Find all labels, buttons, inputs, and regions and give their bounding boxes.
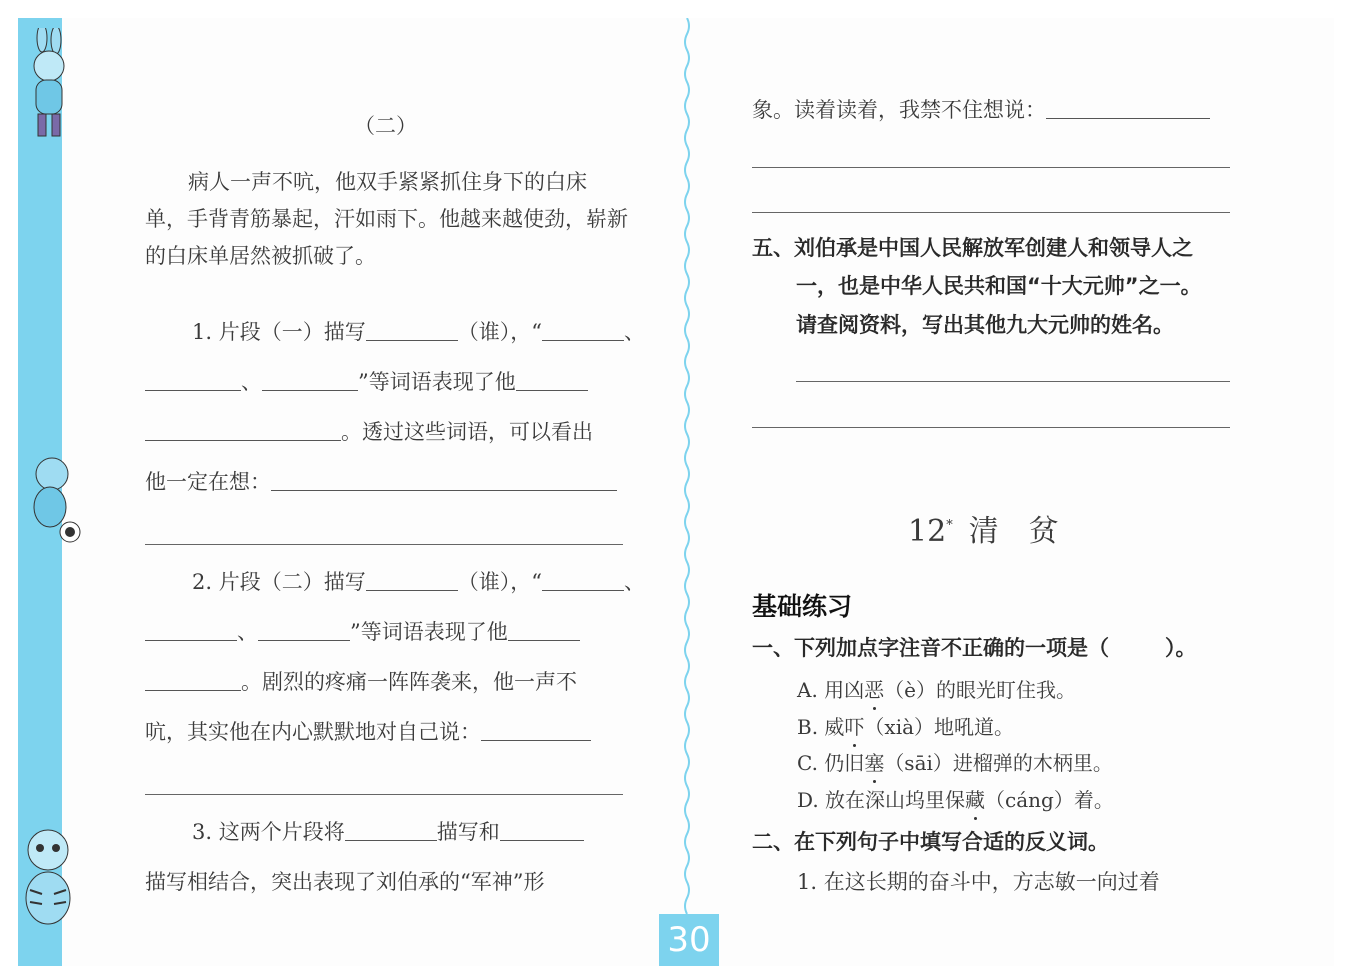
- page-divider: [683, 18, 691, 918]
- q1-word-blank-1[interactable]: [542, 318, 624, 341]
- continued-line: 象。读着读着，我禁不住想说：: [752, 96, 1210, 124]
- say-answer-line-2[interactable]: [752, 212, 1230, 213]
- q2-line-3: 。剧烈的疼痛一阵阵袭来，他一声不: [145, 668, 577, 696]
- q2-line-1: 2. 片段（二）描写 （谁），“ 、: [192, 570, 645, 594]
- q1-thought-blank[interactable]: [271, 468, 617, 491]
- q1-line-4: 他一定在想：: [145, 468, 617, 496]
- q2-line-4: 吭，其实他在内心默默地对自己说：: [145, 718, 591, 746]
- q1-line-2: 、 ”等词语表现了他: [145, 368, 588, 396]
- q2-answer-line[interactable]: [145, 794, 623, 795]
- section-basic-practice: 基础练习: [752, 592, 853, 621]
- q1-answer-line[interactable]: [145, 544, 623, 545]
- q1-shows-blank[interactable]: [516, 368, 588, 391]
- option-a[interactable]: A. 用凶恶（è）的眼光盯住我。: [797, 678, 1077, 702]
- passage-line-1: 病人一声不吭，他双手紧紧抓住身下的白床: [188, 170, 587, 194]
- q3-blank-2[interactable]: [500, 818, 584, 841]
- q2-word-blank-1[interactable]: [542, 568, 624, 591]
- q2-who-blank[interactable]: [366, 568, 458, 591]
- passage-line-2: 单，手背青筋暴起，汗如雨下。他越来越使劲，崭新: [145, 207, 628, 231]
- option-b[interactable]: B. 威吓（xià）地吼道。: [797, 715, 1015, 739]
- option-d[interactable]: D. 放在深山坞里保藏（cáng）着。: [797, 788, 1114, 812]
- q5-line-3: 请查阅资料，写出其他九大元帅的姓名。: [796, 313, 1174, 337]
- say-blank[interactable]: [1046, 96, 1210, 119]
- q2-line-2: 、 ”等词语表现了他: [145, 618, 580, 646]
- rabbit-sticker-icon: [14, 28, 84, 143]
- q1-prompt: 一、下列加点字注音不正确的一项是（ ）。: [752, 636, 1197, 660]
- q3-line-2: 描写相结合，突出表现了刘伯承的“军神”形: [145, 870, 545, 894]
- q1-line-1: 1. 片段（一）描写 （谁），“ 、: [192, 320, 645, 344]
- q1-shows-blank-2[interactable]: [145, 418, 341, 441]
- page-number: 30: [659, 914, 719, 966]
- q1-line-3: 。透过这些词语，可以看出: [145, 418, 593, 446]
- section-heading: （二）: [354, 114, 417, 138]
- tiger-sticker-icon: [14, 820, 86, 935]
- passage-line-3: 的白床单居然被抓破了。: [145, 244, 376, 268]
- q5-answer-line-1[interactable]: [796, 381, 1230, 382]
- say-answer-line-1[interactable]: [752, 167, 1230, 168]
- q2-prompt: 二、在下列句子中填写合适的反义词。: [752, 830, 1109, 854]
- q5-answer-line-2[interactable]: [752, 427, 1230, 428]
- q2-word-blank-2[interactable]: [145, 618, 237, 641]
- q5-line-2: 一，也是中华人民共和国“十大元帅”之一。: [796, 274, 1202, 298]
- q2-item-1: 1. 在这长期的奋斗中，方志敏一向过着: [797, 870, 1160, 894]
- q2-word-blank-3[interactable]: [258, 618, 350, 641]
- q1-word-blank-3[interactable]: [262, 368, 358, 391]
- option-c[interactable]: C. 仍旧塞（sāi）进榴弹的木柄里。: [797, 751, 1113, 775]
- q3-line-1: 3. 这两个片段将 描写和: [192, 818, 584, 846]
- q2-shows-blank[interactable]: [508, 618, 580, 641]
- lesson-title: 12* 清 贫: [908, 514, 1059, 549]
- q3-blank-1[interactable]: [345, 818, 437, 841]
- raccoon-sticker-icon: [14, 452, 84, 547]
- q1-who-blank[interactable]: [366, 318, 458, 341]
- q2-inner-blank[interactable]: [481, 718, 591, 741]
- q2-shows-blank-2[interactable]: [145, 668, 241, 691]
- q1-word-blank-2[interactable]: [145, 368, 241, 391]
- q5-line-1: 五、刘伯承是中国人民解放军创建人和领导人之: [752, 236, 1193, 260]
